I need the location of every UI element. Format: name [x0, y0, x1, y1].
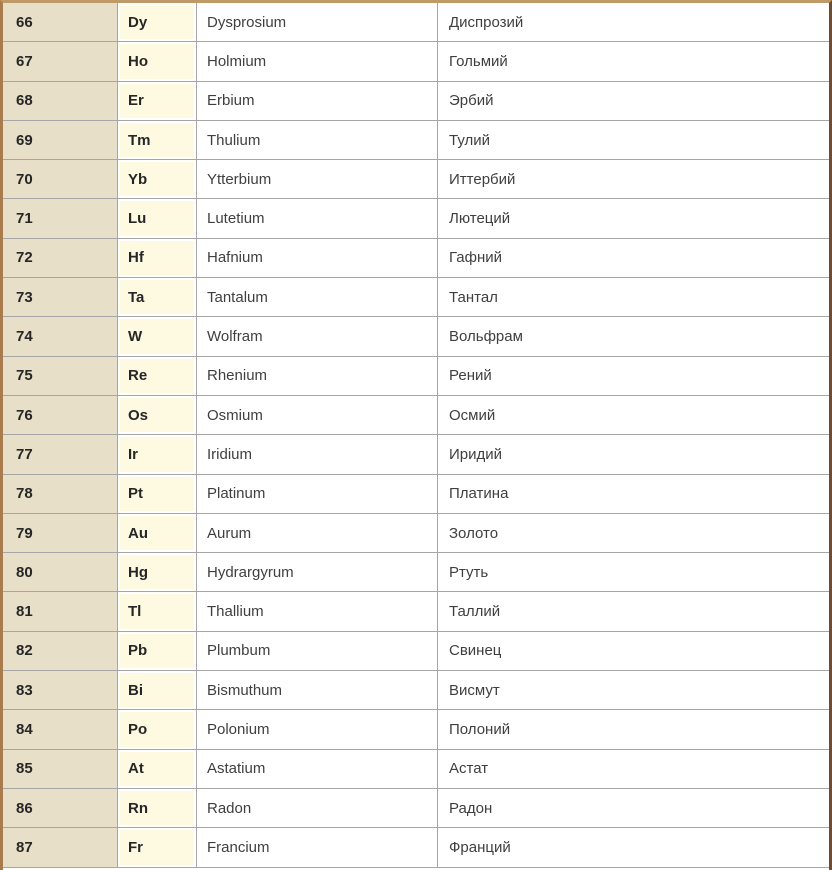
latin-name: Thulium [207, 131, 261, 149]
latin-name: Radon [207, 799, 252, 817]
russian-name: Гольмий [449, 52, 508, 70]
latin-name: Erbium [207, 92, 255, 110]
russian-name: Платина [449, 485, 509, 503]
latin-name: Platinum [207, 485, 266, 503]
atomic-number: 70 [16, 170, 33, 188]
russian-name: Радон [449, 799, 493, 817]
atomic-number-cell [3, 160, 118, 199]
element-symbol: At [128, 760, 144, 778]
russian-name: Полоний [449, 720, 511, 738]
element-symbol: Fr [128, 838, 143, 856]
latin-name: Polonium [207, 720, 270, 738]
symbol-cell-inner [120, 791, 194, 825]
latin-name-cell [197, 710, 438, 749]
latin-name-cell [197, 475, 438, 514]
russian-name-cell [438, 121, 829, 160]
atomic-number: 76 [16, 406, 33, 424]
element-symbol: Au [128, 524, 148, 542]
latin-name: Astatium [207, 760, 266, 778]
atomic-number-cell [3, 671, 118, 710]
element-symbol: Re [128, 367, 148, 385]
atomic-number: 84 [16, 720, 33, 738]
symbol-cell [118, 121, 197, 160]
symbol-cell-inner [120, 5, 194, 39]
latin-name: Rhenium [207, 367, 268, 385]
latin-name: Iridium [207, 445, 253, 463]
symbol-cell [118, 553, 197, 592]
russian-name-cell [438, 160, 829, 199]
atomic-number-cell [3, 475, 118, 514]
atomic-number-cell [3, 199, 118, 238]
russian-name: Гафний [449, 249, 503, 267]
elements-grid [3, 3, 829, 868]
atomic-number: 69 [16, 131, 33, 149]
latin-name: Ytterbium [207, 170, 272, 188]
atomic-number: 81 [16, 603, 33, 621]
russian-name-cell [438, 553, 829, 592]
element-symbol: Pt [128, 485, 143, 503]
atomic-number-cell [3, 789, 118, 828]
latin-name-cell [197, 514, 438, 553]
element-symbol: Er [128, 92, 144, 110]
atomic-number-cell [3, 317, 118, 356]
latin-name-cell [197, 592, 438, 631]
russian-name: Золото [449, 524, 499, 542]
atomic-number: 82 [16, 642, 33, 660]
symbol-cell [118, 278, 197, 317]
latin-name: Plumbum [207, 642, 271, 660]
atomic-number-cell [3, 435, 118, 474]
latin-name-cell [197, 278, 438, 317]
russian-name: Франций [449, 838, 511, 856]
atomic-number-cell [3, 3, 118, 42]
atomic-number: 85 [16, 760, 33, 778]
symbol-cell-inner [120, 280, 194, 314]
element-symbol: Yb [128, 170, 148, 188]
symbol-cell-inner [120, 437, 194, 471]
atomic-number: 75 [16, 367, 33, 385]
atomic-number: 87 [16, 838, 33, 856]
russian-name-cell [438, 239, 829, 278]
latin-name: Aurum [207, 524, 252, 542]
element-symbol: Tl [128, 603, 142, 621]
russian-name: Диспрозий [449, 13, 524, 31]
latin-name: Tantalum [207, 288, 268, 306]
latin-name-cell [197, 82, 438, 121]
latin-name: Thallium [207, 603, 264, 621]
symbol-cell-inner [120, 712, 194, 746]
latin-name-cell [197, 553, 438, 592]
atomic-number-cell [3, 592, 118, 631]
symbol-cell [118, 750, 197, 789]
atomic-number-cell [3, 239, 118, 278]
russian-name: Иттербий [449, 170, 516, 188]
russian-name: Таллий [449, 603, 501, 621]
symbol-cell [118, 710, 197, 749]
symbol-cell-inner [120, 359, 194, 393]
symbol-cell [118, 42, 197, 81]
latin-name-cell [197, 42, 438, 81]
russian-name-cell [438, 750, 829, 789]
element-symbol: Pb [128, 642, 148, 660]
symbol-cell-inner [120, 555, 194, 589]
russian-name: Висмут [449, 681, 500, 699]
russian-name-cell [438, 3, 829, 42]
atomic-number: 77 [16, 445, 33, 463]
russian-name-cell [438, 828, 829, 867]
latin-name-cell [197, 317, 438, 356]
atomic-number: 79 [16, 524, 33, 542]
element-symbol: Os [128, 406, 149, 424]
element-symbol: Hg [128, 563, 148, 581]
latin-name-cell [197, 121, 438, 160]
symbol-cell [118, 239, 197, 278]
latin-name-cell [197, 750, 438, 789]
atomic-number: 72 [16, 249, 33, 267]
latin-name-cell [197, 396, 438, 435]
atomic-number: 73 [16, 288, 33, 306]
symbol-cell-inner [120, 44, 194, 78]
atomic-number-cell [3, 121, 118, 160]
russian-name: Ртуть [449, 563, 489, 581]
atomic-number-cell [3, 357, 118, 396]
latin-name: Holmium [207, 52, 267, 70]
symbol-cell-inner [120, 477, 194, 511]
russian-name-cell [438, 514, 829, 553]
russian-name: Астат [449, 760, 489, 778]
symbol-cell [118, 396, 197, 435]
russian-name-cell [438, 789, 829, 828]
element-symbol: Po [128, 720, 148, 738]
russian-name-cell [438, 435, 829, 474]
latin-name-cell [197, 671, 438, 710]
atomic-number-cell [3, 632, 118, 671]
symbol-cell-inner [120, 673, 194, 707]
atomic-number: 71 [16, 210, 33, 228]
symbol-cell-inner [120, 84, 194, 118]
latin-name-cell [197, 828, 438, 867]
latin-name: Osmium [207, 406, 263, 424]
symbol-cell-inner [120, 123, 194, 157]
latin-name: Francium [207, 838, 270, 856]
symbol-cell-inner [120, 634, 194, 668]
element-symbol: Ir [128, 445, 139, 463]
russian-name-cell [438, 199, 829, 238]
russian-name-cell [438, 396, 829, 435]
atomic-number-cell [3, 710, 118, 749]
symbol-cell [118, 789, 197, 828]
latin-name: Dysprosium [207, 13, 287, 31]
latin-name-cell [197, 239, 438, 278]
symbol-cell [118, 671, 197, 710]
element-symbol: Tm [128, 131, 151, 149]
russian-name: Рений [449, 367, 492, 385]
symbol-cell [118, 435, 197, 474]
russian-name: Вольфрам [449, 328, 523, 346]
russian-name: Иридий [449, 445, 503, 463]
latin-name: Hafnium [207, 249, 263, 267]
symbol-cell-inner [120, 516, 194, 550]
atomic-number: 80 [16, 563, 33, 581]
symbol-cell-inner [120, 752, 194, 786]
atomic-number: 86 [16, 799, 33, 817]
russian-name-cell [438, 278, 829, 317]
latin-name: Wolfram [207, 328, 263, 346]
symbol-cell [118, 357, 197, 396]
symbol-cell-inner [120, 319, 194, 353]
symbol-cell [118, 475, 197, 514]
symbol-cell [118, 632, 197, 671]
russian-name-cell [438, 592, 829, 631]
element-symbol: Hf [128, 249, 144, 267]
latin-name-cell [197, 199, 438, 238]
russian-name-cell [438, 357, 829, 396]
atomic-number: 67 [16, 52, 33, 70]
latin-name: Bismuthum [207, 681, 283, 699]
atomic-number-cell [3, 514, 118, 553]
symbol-cell [118, 199, 197, 238]
russian-name: Свинец [449, 642, 502, 660]
russian-name-cell [438, 475, 829, 514]
russian-name-cell [438, 42, 829, 81]
symbol-cell [118, 592, 197, 631]
atomic-number: 74 [16, 328, 33, 346]
element-symbol: Lu [128, 210, 147, 228]
russian-name: Эрбий [449, 92, 494, 110]
symbol-cell-inner [120, 201, 194, 235]
latin-name-cell [197, 3, 438, 42]
atomic-number: 78 [16, 485, 33, 503]
russian-name: Тулий [449, 131, 491, 149]
atomic-number-cell [3, 82, 118, 121]
symbol-cell [118, 160, 197, 199]
latin-name: Hydrargyrum [207, 563, 294, 581]
atomic-number-cell [3, 396, 118, 435]
element-symbol: Ta [128, 288, 145, 306]
atomic-number-cell [3, 828, 118, 867]
symbol-cell-inner [120, 594, 194, 628]
atomic-number-cell [3, 42, 118, 81]
latin-name-cell [197, 435, 438, 474]
symbol-cell [118, 828, 197, 867]
atomic-number: 66 [16, 13, 33, 31]
atomic-number: 68 [16, 92, 33, 110]
latin-name: Lutetium [207, 210, 265, 228]
latin-name-cell [197, 160, 438, 199]
atomic-number: 83 [16, 681, 33, 699]
symbol-cell-inner [120, 162, 194, 196]
atomic-number-cell [3, 553, 118, 592]
latin-name-cell [197, 357, 438, 396]
element-symbol: Dy [128, 13, 148, 31]
russian-name: Осмий [449, 406, 496, 424]
symbol-cell-inner [120, 241, 194, 275]
russian-name: Тантал [449, 288, 498, 306]
atomic-number-cell [3, 278, 118, 317]
russian-name-cell [438, 632, 829, 671]
russian-name-cell [438, 710, 829, 749]
element-symbol: Bi [128, 681, 143, 699]
symbol-cell [118, 317, 197, 356]
element-symbol: Ho [128, 52, 148, 70]
russian-name-cell [438, 82, 829, 121]
russian-name: Лютеций [449, 210, 511, 228]
symbol-cell-inner [120, 398, 194, 432]
symbol-cell [118, 82, 197, 121]
russian-name-cell [438, 317, 829, 356]
element-symbol: W [128, 328, 143, 346]
symbol-cell [118, 3, 197, 42]
latin-name-cell [197, 789, 438, 828]
symbol-cell [118, 514, 197, 553]
symbol-cell-inner [120, 830, 194, 864]
atomic-number-cell [3, 750, 118, 789]
latin-name-cell [197, 632, 438, 671]
russian-name-cell [438, 671, 829, 710]
element-symbol: Rn [128, 799, 148, 817]
